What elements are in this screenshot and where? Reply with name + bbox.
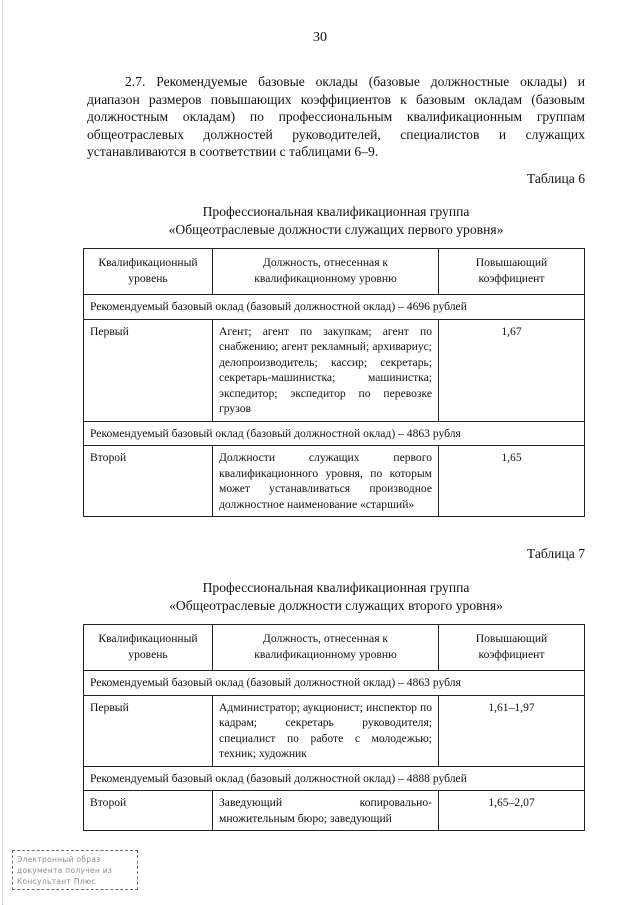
table7-title-line2: «Общеотраслевые должности служащих второго уровня»: [169, 598, 503, 613]
table7-row1-positions: Администратор; аукционист; инспектор по кадрам; секретарь руководителя; специалист по работе с молодежью; техник; художник: [213, 695, 439, 766]
table7: [83, 624, 585, 831]
stamp-line: Электронный образ: [17, 855, 101, 864]
table7-row2-positions: Заведующий копировально-множительным бюро; заведующий: [213, 791, 439, 831]
table7-row1-level: Первый: [84, 695, 213, 766]
table6-header-coefficient: Повышающий коэффициент: [439, 249, 585, 295]
table6-title-line1: Профессиональная квалификационная группа: [202, 204, 470, 219]
page-number: 30: [313, 30, 327, 45]
table6-header-level: Квалификационный уровень: [84, 249, 213, 295]
table6-salary-row: [84, 295, 585, 320]
table7-salary-2: Рекомендуемый базовый оклад (базовый должностной оклад) – 4888 рублей: [84, 766, 585, 791]
intro-text: 2.7. Рекомендуемые базовые оклады (базовые должностные оклады) и диапазон размеров повышающих коэффициентов к базовым окладам (базовым должностным окладам) по профессиональным квалификационным группам общеотраслевых должностей руководителей, специалистов и служащих устанавливаются в соответствии с таблицами 6–9.: [87, 74, 585, 159]
table6-label: Таблица 6: [526, 171, 585, 186]
table6-row1-level: Первый: [84, 319, 213, 421]
table7-header-level: Квалификационный уровень: [84, 625, 213, 671]
table7-header-position: Должность, отнесенная к квалификационному уровню: [213, 625, 439, 671]
table7-row1-coefficient: 1,61–1,97: [439, 695, 585, 766]
table6-title: [87, 203, 585, 239]
table6-title-line2: «Общеотраслевые должности служащих первого уровня»: [168, 222, 504, 237]
table7-header-coefficient: Повышающий коэффициент: [439, 625, 585, 671]
table-row: [84, 695, 585, 766]
table6-row1-coefficient: 1,67: [439, 319, 585, 421]
table6-row1-positions: Агент; агент по закупкам; агент по снабжению; агент рекламный; архивариус; делопроизводитель; кассир; секретарь; секретарь-машинистка; машинистка; экспедитор; экспедитор по перевозке грузов: [213, 319, 439, 421]
table6-row2-positions: Должности служащих первого квалификационного уровня, по которым может устанавливаться производное должностное наименование «старший»: [213, 446, 439, 517]
table7-salary-row: [84, 766, 585, 791]
table6-header-position: Должность, отнесенная к квалификационному уровню: [213, 249, 439, 295]
table6-salary-2: Рекомендуемый базовый оклад (базовый должностной оклад) – 4863 рубля: [84, 421, 585, 446]
table6-header-row: [84, 249, 585, 295]
table6-salary-row: [84, 421, 585, 446]
table-row: [84, 791, 585, 831]
scan-stamp: [12, 850, 138, 890]
intro-paragraph: [87, 73, 585, 161]
table7-row2-coefficient: 1,65–2,07: [439, 791, 585, 831]
table6-salary-1: Рекомендуемый базовый оклад (базовый должностной оклад) – 4696 рублей: [84, 295, 585, 320]
table7-header-row: [84, 625, 585, 671]
stamp-line: документа получен из: [17, 866, 113, 875]
table7-row2-level: Второй: [84, 791, 213, 831]
table-row: [84, 446, 585, 517]
table6-row2-level: Второй: [84, 446, 213, 517]
table6: [83, 248, 585, 517]
table7-salary-1: Рекомендуемый базовый оклад (базовый должностной оклад) – 4863 рубля: [84, 671, 585, 696]
stamp-line: Консультант Плюс: [17, 877, 96, 886]
table7-salary-row: [84, 671, 585, 696]
table6-row2-coefficient: 1,65: [439, 446, 585, 517]
scan-margin-line: [2, 0, 4, 905]
table7-title: [87, 579, 585, 615]
table7-title-line1: Профессиональная квалификационная группа: [202, 580, 470, 595]
table7-label: Таблица 7: [526, 546, 585, 561]
table-row: [84, 319, 585, 421]
